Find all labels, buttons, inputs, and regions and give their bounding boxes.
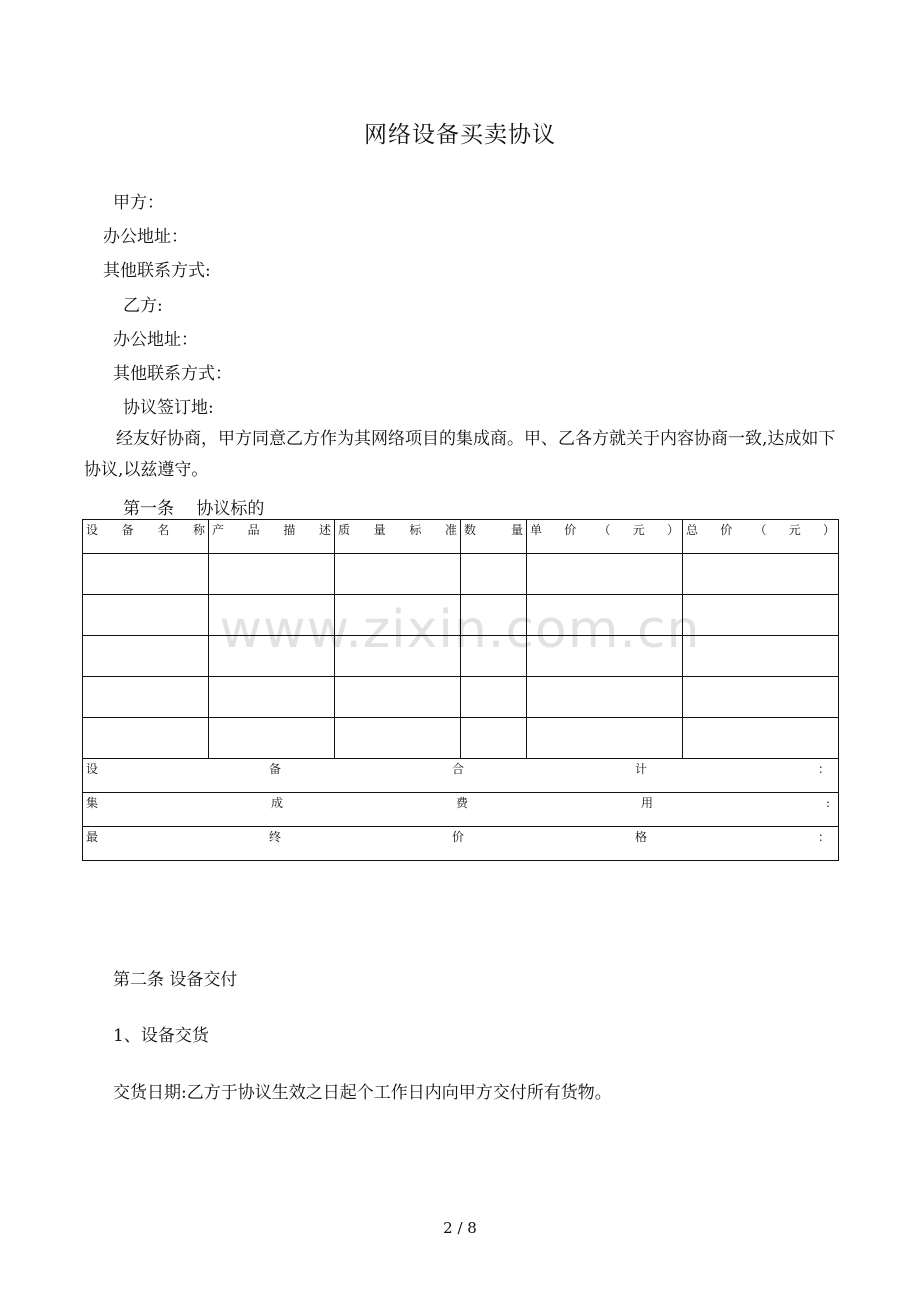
table-cell xyxy=(461,718,527,759)
party-b-contact-label: 其他联系方式： xyxy=(113,364,232,384)
header-char: 描 xyxy=(283,523,296,537)
summary-cell xyxy=(83,827,839,861)
summary-cell xyxy=(83,759,839,793)
table-cell xyxy=(209,554,335,595)
table-cell xyxy=(209,636,335,677)
summary-char: 费 xyxy=(455,796,468,810)
header-char: 质 xyxy=(338,523,351,537)
header-char: 设 xyxy=(86,523,99,537)
table-header-cell xyxy=(683,520,839,554)
header-char: 准 xyxy=(444,523,457,537)
summary-char: 用 xyxy=(640,796,653,810)
table-row xyxy=(83,677,839,718)
table-cell xyxy=(683,677,839,718)
table-cell xyxy=(527,554,683,595)
page-number: 2 / 8 xyxy=(443,1219,477,1237)
table-row xyxy=(83,718,839,759)
summary-row xyxy=(83,759,839,793)
summary-char: 终 xyxy=(268,830,281,844)
header-char: 标 xyxy=(409,523,422,537)
table-cell xyxy=(461,554,527,595)
header-char: ） xyxy=(822,523,835,537)
delivery-date-text: 交货日期:乙方于协议生效之日起个工作日内向甲方交付所有货物。 xyxy=(113,1083,612,1103)
section-1-heading: 1、设备交货 xyxy=(113,1026,209,1046)
article-2-heading: 第二条 设备交付 xyxy=(113,970,238,990)
header-char: 元 xyxy=(632,523,645,537)
table-cell xyxy=(461,677,527,718)
table-cell xyxy=(335,636,461,677)
header-char: 备 xyxy=(121,523,134,537)
header-char: 单 xyxy=(530,523,543,537)
summary-char: 格 xyxy=(634,830,647,844)
party-a-address-label: 办公地址： xyxy=(103,227,188,247)
table-cell xyxy=(335,554,461,595)
header-char: 数 xyxy=(464,523,477,537)
header-char: 量 xyxy=(510,523,523,537)
party-b-address-label: 办公地址： xyxy=(113,330,198,350)
header-char: 价 xyxy=(720,523,733,537)
article-1-heading: 第一条 协议标的 xyxy=(123,499,265,519)
header-char: 产 xyxy=(212,523,225,537)
header-char: 价 xyxy=(564,523,577,537)
table-cell xyxy=(527,677,683,718)
summary-char: 合 xyxy=(451,762,464,776)
intro-paragraph: 经友好协商，甲方同意乙方作为其网络项目的集成商。甲、乙各方就关于内容协商一致,达成如下协议,以兹遵守。 xyxy=(84,429,836,480)
table-cell xyxy=(335,595,461,636)
table-cell xyxy=(83,636,209,677)
table-cell xyxy=(683,595,839,636)
header-char: 述 xyxy=(318,523,331,537)
goods-table xyxy=(82,519,839,861)
summary-char: 设 xyxy=(86,762,99,776)
header-char: 称 xyxy=(192,523,205,537)
table-cell xyxy=(683,718,839,759)
table-header-cell xyxy=(527,520,683,554)
header-char: （ xyxy=(598,523,611,537)
summary-char: 成 xyxy=(270,796,283,810)
summary-row xyxy=(83,827,839,861)
party-a-contact-label: 其他联系方式: xyxy=(103,261,211,281)
header-char: 总 xyxy=(686,523,699,537)
summary-cell xyxy=(83,793,839,827)
table-cell xyxy=(683,636,839,677)
table-cell xyxy=(83,718,209,759)
party-a-label: 甲方： xyxy=(113,193,164,213)
header-char: 名 xyxy=(157,523,170,537)
summary-char: ： xyxy=(817,830,830,844)
header-char: ） xyxy=(666,523,679,537)
header-char: 量 xyxy=(373,523,386,537)
table-cell xyxy=(83,554,209,595)
table-cell xyxy=(335,718,461,759)
document-title: 网络设备买卖协议 xyxy=(364,122,556,148)
table-row xyxy=(83,554,839,595)
table-cell xyxy=(461,595,527,636)
summary-row xyxy=(83,793,839,827)
header-char: 元 xyxy=(788,523,801,537)
watermark: www.zixin.com.cn xyxy=(219,600,701,660)
summary-char: 备 xyxy=(268,762,281,776)
table-cell xyxy=(683,554,839,595)
summary-char: 价 xyxy=(451,830,464,844)
summary-char: ： xyxy=(817,762,830,776)
table-cell xyxy=(461,636,527,677)
table-cell xyxy=(527,718,683,759)
table-header-cell xyxy=(209,520,335,554)
table-cell xyxy=(527,636,683,677)
table-row xyxy=(83,636,839,677)
table-cell xyxy=(335,677,461,718)
summary-char: 最 xyxy=(86,830,99,844)
table-cell xyxy=(83,595,209,636)
table-header-cell xyxy=(461,520,527,554)
table-cell xyxy=(527,595,683,636)
table-row xyxy=(83,595,839,636)
sign-place-label: 协议签订地: xyxy=(123,398,214,418)
table-cell xyxy=(83,677,209,718)
header-char: 品 xyxy=(247,523,260,537)
table-cell xyxy=(209,595,335,636)
party-b-label: 乙方: xyxy=(123,296,163,316)
table-cell xyxy=(209,718,335,759)
header-char: （ xyxy=(754,523,767,537)
table-cell xyxy=(209,677,335,718)
summary-char: : xyxy=(825,796,830,810)
summary-char: 计 xyxy=(634,762,647,776)
table-header-cell xyxy=(83,520,209,554)
table-header-cell xyxy=(335,520,461,554)
table-header-row xyxy=(83,520,839,554)
summary-char: 集 xyxy=(86,796,99,810)
